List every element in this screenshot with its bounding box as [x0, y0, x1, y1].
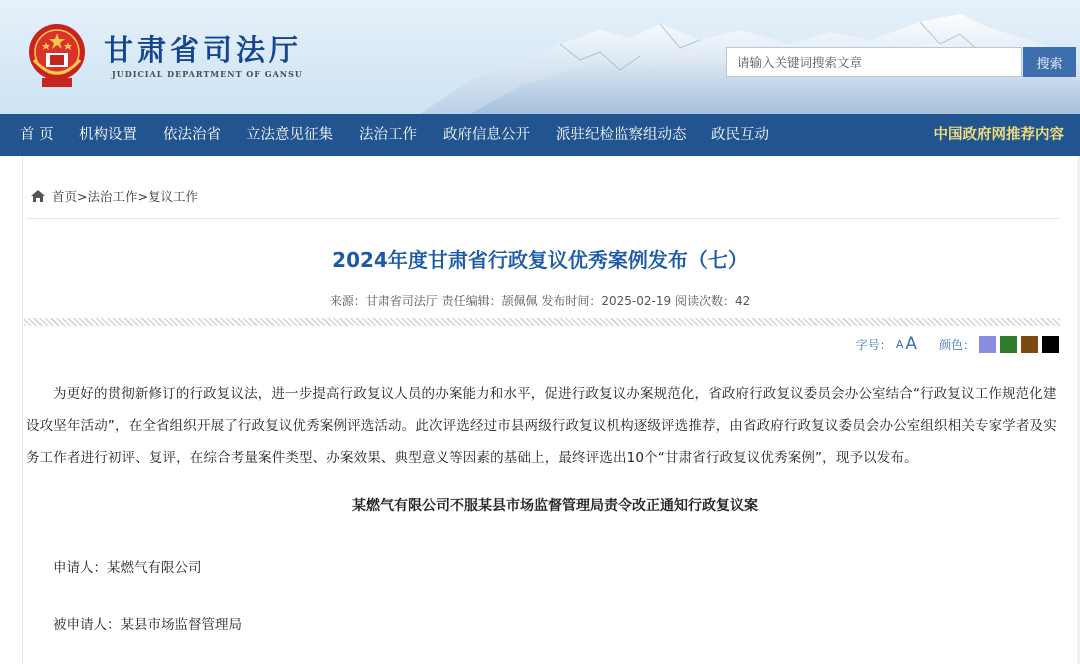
nav-item-legislation-opinions[interactable]: 立法意见征集 — [246, 127, 333, 143]
nav-item-citizen-interaction[interactable]: 政民互动 — [711, 127, 769, 143]
search-input[interactable] — [726, 47, 1022, 77]
breadcrumb — [30, 186, 198, 206]
breadcrumb-home[interactable]: 首页 — [52, 189, 78, 204]
color-swatch-purple[interactable] — [979, 336, 996, 353]
nav-item-discipline-inspection[interactable]: 派驻纪检监察组动态 — [556, 127, 687, 143]
content-border — [22, 156, 23, 664]
emblem-logo — [24, 20, 90, 90]
article-body — [26, 378, 1060, 474]
nav-item-rule-of-law-province[interactable]: 依法治省 — [163, 127, 221, 143]
site-header — [0, 0, 1080, 114]
nav-item-home[interactable]: 首 页 — [20, 127, 54, 143]
article-meta: 来源：甘肃省司法厅 责任编辑：颉佩佩 发布时间：2025-02-19 阅读次数：42 — [329, 294, 751, 308]
color-swatch-black[interactable] — [1042, 336, 1059, 353]
search-button[interactable]: 搜索 — [1023, 47, 1076, 77]
color-swatch-green[interactable] — [1000, 336, 1017, 353]
font-size-label: 字号： — [855, 337, 892, 352]
breadcrumb-review-work[interactable]: 复议工作 — [148, 189, 199, 204]
nav-item-gov-info[interactable]: 政府信息公开 — [443, 127, 530, 143]
article-title: 2024年度甘肃省行政复议优秀案例发布（七） — [332, 248, 748, 272]
case-title: 某燃气有限公司不服某县市场监督管理局责令改正通知行政复议案 — [352, 498, 758, 514]
nav-item-organization[interactable]: 机构设置 — [79, 127, 137, 143]
home-icon[interactable] — [30, 189, 46, 203]
breadcrumb-rule-of-law-work[interactable]: 法治工作 — [87, 189, 138, 204]
hatched-divider — [24, 318, 1060, 326]
reading-tools — [856, 333, 1059, 355]
respondent-line: 被申请人：某县市场监督管理局 — [53, 617, 242, 633]
applicant-line: 申请人：某燃气有限公司 — [53, 560, 202, 576]
main-nav — [0, 114, 1080, 156]
font-small-button[interactable]: A — [895, 337, 904, 351]
nav-gov-recommended-link[interactable]: 中国政府网推荐内容 — [933, 127, 1064, 143]
intro-paragraph: 为更好的贯彻新修订的行政复议法，进一步提高行政复议人员的办案能力和水平，促进行政复议办案规范化，省政府行政复议委员会办公室结合“行政复议工作规范化建设攻坚年活动”，在全省组织开展了行政复议优秀案例评选活动。此次评选经过市县两级行政复议机构逐级评选推荐，由省政府行政复议委员会办公室组织相关专家学者及实务工作者进行初评、复评，在综合考量案件类型、办案效果、典型意义等因素的基础上，最终评选出10个“甘肃省行政复议优秀案例”，现予以发布。 — [26, 386, 1057, 466]
site-title: 甘肃省司法厅 — [104, 33, 303, 67]
divider — [26, 218, 1060, 219]
site-subtitle: JUDICIAL DEPARTMENT OF GANSU — [112, 69, 303, 79]
breadcrumb-separator: > — [77, 188, 88, 204]
color-label: 颜色： — [938, 337, 975, 352]
color-swatch-brown[interactable] — [1021, 336, 1038, 353]
font-large-button[interactable]: A — [905, 334, 917, 354]
breadcrumb-separator: > — [137, 188, 148, 204]
nav-item-rule-of-law-work[interactable]: 法治工作 — [359, 127, 417, 143]
